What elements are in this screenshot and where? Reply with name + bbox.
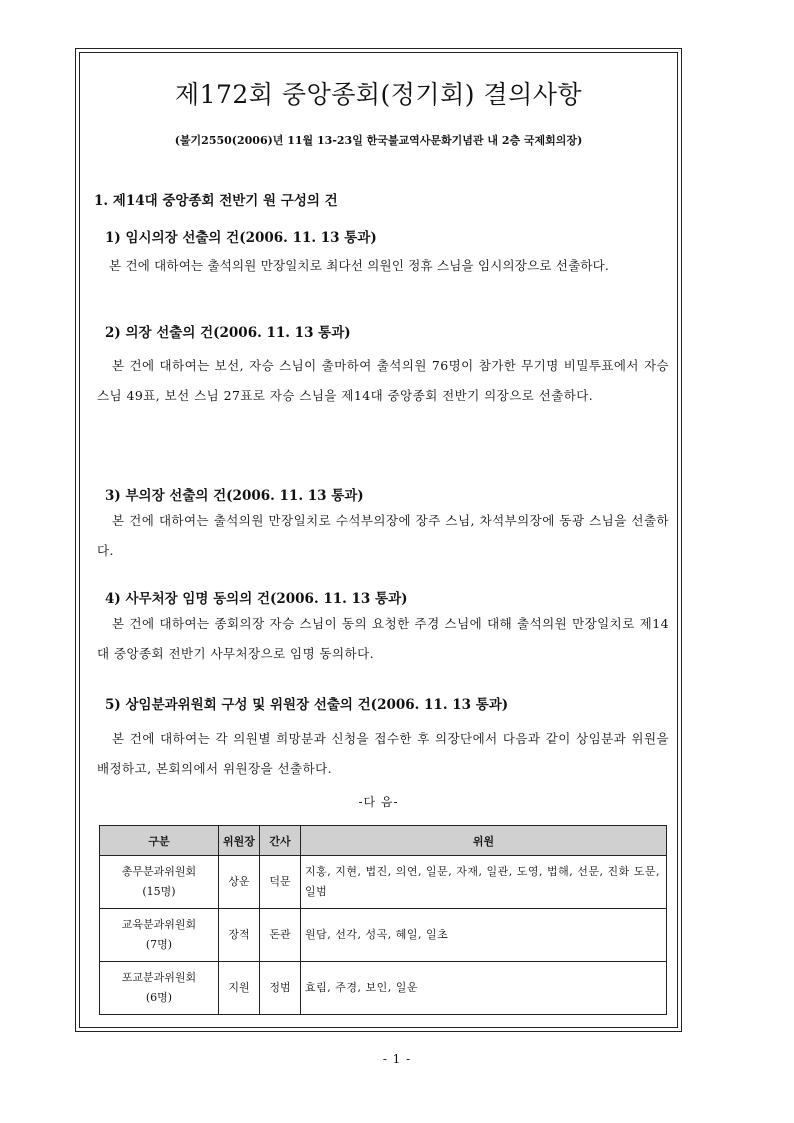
- item-body: 본 건에 대하여는 종회의장 자승 스님이 동의 요청한 주경 스님에 대해 출석의원 만장일치로 제14대 중앙종회 전반기 사무처장으로 임명 동의하다.: [97, 616, 669, 661]
- page-border-inner: [79, 52, 678, 1028]
- secretary-cell: 덕문: [260, 856, 301, 909]
- item-body: 본 건에 대하여는 출석의원 만장일치로 최다선 의원인 정휴 스님을 임시의장으로 선출하다.: [109, 258, 610, 273]
- members-cell: 지홍, 지현, 법진, 의연, 일문, 자재, 일관, 도영, 법해, 선문, 진화 도문, 일범: [301, 856, 667, 909]
- committee-count: (6명): [145, 991, 173, 1004]
- chair-cell: 지원: [219, 962, 260, 1015]
- table-row: [100, 962, 667, 1015]
- column-header: 간사: [260, 826, 301, 856]
- section-heading: 1. 제14대 중앙종회 전반기 원 구성의 건: [94, 193, 338, 209]
- committee-count: (15명): [142, 885, 176, 898]
- committee-name: 포교분과위원회: [121, 971, 197, 984]
- committee-count: (7명): [145, 938, 173, 951]
- column-header: 위원: [301, 826, 667, 856]
- item-heading: 4) 사무처장 임명 동의의 건(2006. 11. 13 통과): [105, 591, 408, 607]
- committee-name: 교육분과위원회: [121, 918, 197, 931]
- item-heading: 5) 상임분과위원회 구성 및 위원장 선출의 건(2006. 11. 13 통과): [105, 697, 509, 713]
- members-cell: 원담, 선각, 성곡, 혜일, 일초: [301, 909, 667, 962]
- document-title: 제172회 중앙종회(정기회) 결의사항: [174, 80, 583, 109]
- committee-name-cell: [100, 962, 219, 1015]
- committee-name-cell: [100, 909, 219, 962]
- secretary-cell: 정범: [260, 962, 301, 1015]
- column-header: 구분: [100, 826, 219, 856]
- item-heading: 1) 임시의장 선출의 건(2006. 11. 13 통과): [105, 230, 377, 246]
- secretary-cell: 돈관: [260, 909, 301, 962]
- note-label: -다 음-: [358, 795, 399, 809]
- committee-name-cell: [100, 856, 219, 909]
- members-cell: 효림, 주경, 보인, 일운: [301, 962, 667, 1015]
- page-border-outer: [75, 48, 682, 1032]
- document-subtitle: (불기2550(2006)년 11월 13-23일 한국불교역사문화기념관 내 2층 국제회의장): [174, 134, 583, 147]
- column-header: 위원장: [219, 826, 260, 856]
- item-heading: 2) 의장 선출의 건(2006. 11. 13 통과): [105, 325, 351, 341]
- table-row: [100, 856, 667, 909]
- table-header-row: [100, 826, 667, 856]
- item-heading: 3) 부의장 선출의 건(2006. 11. 13 통과): [105, 488, 364, 504]
- committee-table: [99, 825, 667, 1015]
- chair-cell: 상운: [219, 856, 260, 909]
- item-body: 본 건에 대하여는 보선, 자승 스님이 출마하여 출석의원 76명이 참가한 무기명 비밀투표에서 자승 스님 49표, 보선 스님 27표로 자승 스님을 제14대 중앙종회 전반기 의장으로 선출하다.: [97, 358, 669, 403]
- chair-cell: 장적: [219, 909, 260, 962]
- item-body: 본 건에 대하여는 각 의원별 희망분과 신청을 접수한 후 의장단에서 다음과 같이 상임분과 위원을 배정하고, 본회의에서 위원장을 선출하다.: [97, 731, 669, 776]
- item-body: 본 건에 대하여는 출석의원 만장일치로 수석부의장에 장주 스님, 차석부의장에 동광 스님을 선출하다.: [97, 513, 669, 558]
- committee-name: 총무분과위원회: [121, 865, 197, 878]
- page-number: - 1 -: [382, 1052, 412, 1066]
- table-row: [100, 909, 667, 962]
